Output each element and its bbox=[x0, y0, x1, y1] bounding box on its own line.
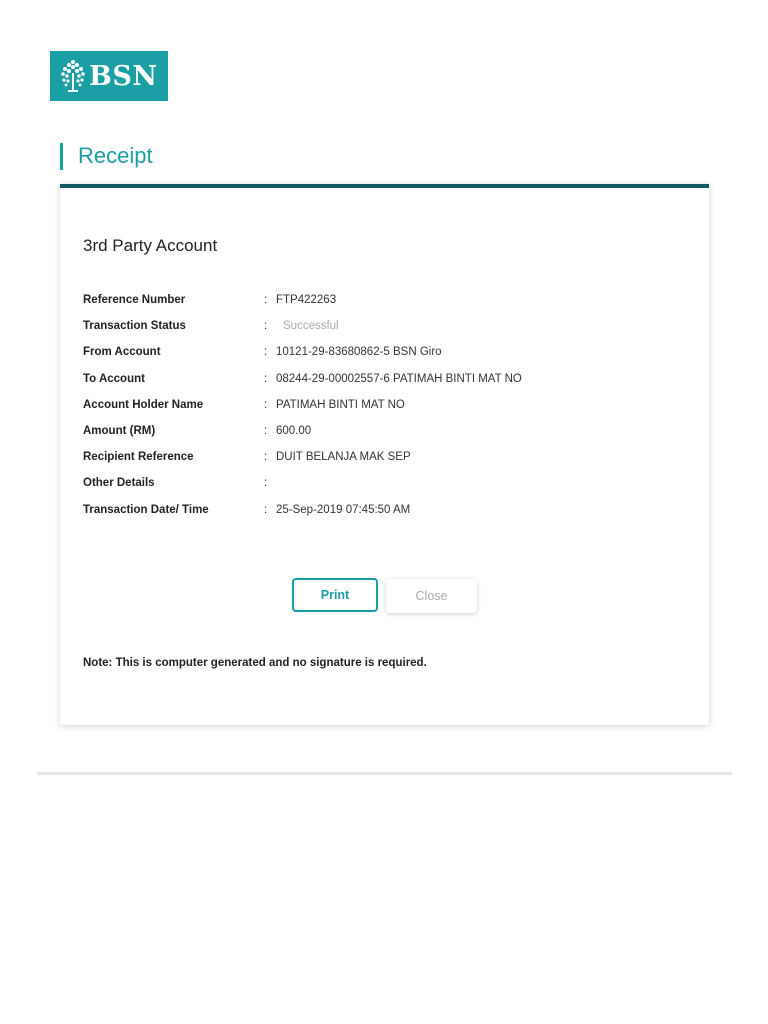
receipt-card bbox=[60, 184, 709, 725]
detail-value: 600.00 bbox=[276, 425, 312, 438]
detail-label: Other Details bbox=[83, 477, 155, 490]
detail-value: 10121-29-83680862-5 BSN Giro bbox=[276, 346, 442, 359]
detail-row-transaction-status bbox=[83, 313, 693, 339]
detail-row-transaction-datetime bbox=[83, 497, 693, 523]
detail-row-from-account bbox=[83, 339, 693, 365]
bsn-logo bbox=[50, 51, 168, 101]
detail-separator: : bbox=[264, 372, 268, 385]
detail-row-amount bbox=[83, 418, 693, 444]
detail-row-other-details bbox=[83, 470, 693, 496]
detail-row-recipient-reference bbox=[83, 444, 693, 470]
status-value: Successful bbox=[283, 320, 339, 333]
page-title bbox=[60, 142, 153, 170]
detail-value: 08244-29-00002557-6 PATIMAH BINTI MAT NO bbox=[276, 372, 522, 385]
detail-label: From Account bbox=[83, 346, 161, 359]
print-button[interactable]: Print bbox=[292, 578, 378, 612]
detail-value: DUIT BELANJA MAK SEP bbox=[276, 451, 411, 464]
detail-separator: : bbox=[264, 425, 268, 438]
detail-separator: : bbox=[264, 294, 268, 307]
detail-separator: : bbox=[264, 346, 268, 359]
detail-separator: : bbox=[264, 451, 268, 464]
detail-row-reference-number bbox=[83, 287, 693, 313]
detail-value: 25-Sep-2019 07:45:50 AM bbox=[276, 503, 411, 516]
detail-label: Account Holder Name bbox=[83, 398, 204, 411]
detail-label: Transaction Status bbox=[83, 320, 186, 333]
detail-value: FTP422263 bbox=[276, 294, 337, 307]
tree-icon bbox=[60, 59, 86, 93]
detail-label: Recipient Reference bbox=[83, 451, 194, 464]
detail-value: PATIMAH BINTI MAT NO bbox=[276, 398, 405, 411]
detail-separator: : bbox=[264, 477, 268, 490]
detail-row-to-account bbox=[83, 366, 693, 392]
detail-label: Transaction Date/ Time bbox=[83, 503, 209, 516]
detail-label: Reference Number bbox=[83, 294, 186, 307]
detail-separator: : bbox=[264, 320, 268, 333]
detail-row-account-holder-name bbox=[83, 392, 693, 418]
receipt-details bbox=[83, 287, 693, 523]
detail-label: Amount (RM) bbox=[83, 425, 156, 438]
logo-text: BSN bbox=[89, 60, 158, 92]
page-divider bbox=[37, 772, 732, 775]
card-title: 3rd Party Account bbox=[83, 236, 218, 255]
close-button[interactable]: Close bbox=[386, 579, 477, 613]
receipt-note: Note: This is computer generated and no signature is required. bbox=[83, 657, 427, 669]
detail-separator: : bbox=[264, 503, 268, 516]
page-title-text: Receipt bbox=[78, 143, 153, 168]
detail-label: To Account bbox=[83, 372, 145, 385]
title-accent-bar bbox=[60, 143, 63, 170]
detail-separator: : bbox=[264, 398, 268, 411]
